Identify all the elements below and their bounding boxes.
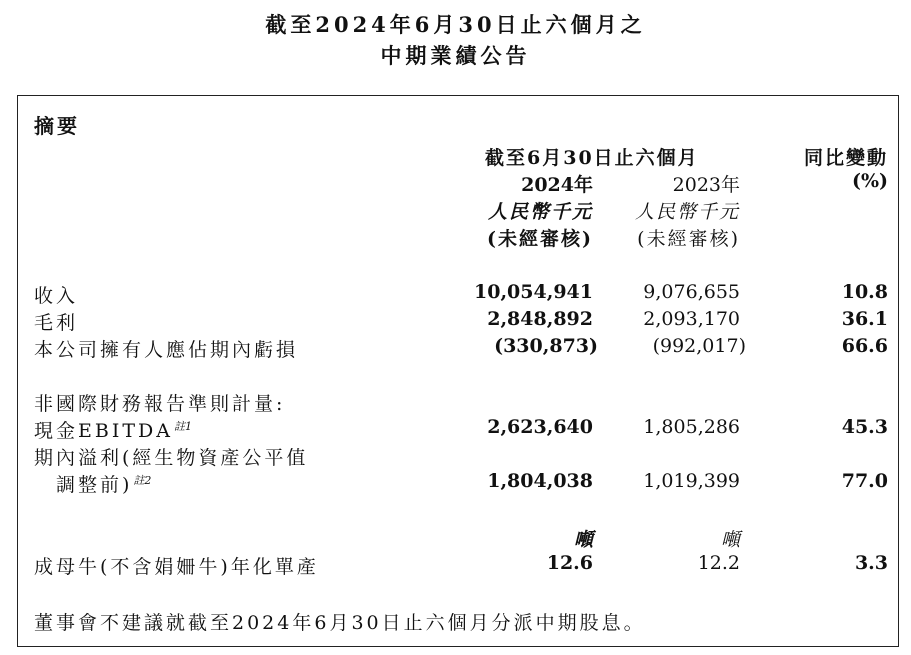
profit-label-line2: 調整前) [56, 474, 133, 496]
gross-profit-change: 36.1 [841, 308, 888, 330]
revenue-2023: 9,076,655 [643, 281, 740, 303]
loss-2024: (330,873) [494, 335, 598, 357]
ebitda-label: 現金EBITDA [34, 420, 173, 442]
yield-2023: 12.2 [697, 552, 740, 574]
yield-unit-2024: 噸 [573, 529, 593, 551]
summary-box [17, 95, 899, 647]
row-label-gross-profit: 毛利 [34, 312, 79, 334]
ebitda-note: 註1 [173, 419, 192, 433]
document-title-line2: 中期業績公告 [380, 43, 531, 68]
profit-note: 註2 [133, 473, 152, 487]
row-label-yield: 成母牛(不含娟姍牛)年化單產 [34, 556, 319, 578]
summary-heading: 摘要 [34, 114, 80, 138]
ebitda-2024: 2,623,640 [487, 416, 593, 438]
audit-2023-header: (未經審核) [637, 228, 740, 250]
gross-profit-2023: 2,093,170 [643, 308, 740, 330]
loss-change: 66.6 [841, 335, 888, 357]
non-ifrs-heading: 非國際財務報告準則計量: [34, 393, 286, 415]
ebitda-change: 45.3 [841, 416, 888, 438]
year-2023-header: 2023年 [672, 174, 740, 196]
year-2024-header: 2024年 [521, 174, 593, 196]
row-label-loss: 本公司擁有人應佔期內虧損 [34, 339, 299, 361]
revenue-2024: 10,054,941 [474, 281, 593, 303]
yield-unit-2023: 噸 [720, 529, 740, 551]
yield-change: 3.3 [854, 552, 888, 574]
currency-2023-header: 人民幣千元 [634, 201, 740, 223]
profit-label-line2-wrap [56, 470, 151, 497]
profit-change: 77.0 [841, 470, 888, 492]
ebitda-2023: 1,805,286 [643, 416, 740, 438]
document-title-line1: 截至2024年6月30日止六個月之 [265, 12, 646, 37]
period-header: 截至6月30日止六個月 [485, 147, 699, 169]
change-unit-header: (%) [851, 170, 888, 192]
profit-2023: 1,019,399 [643, 470, 740, 492]
profit-2024: 1,804,038 [487, 470, 593, 492]
gross-profit-2024: 2,848,892 [487, 308, 593, 330]
dividend-statement: 董事會不建議就截至2024年6月30日止六個月分派中期股息。 [34, 612, 646, 634]
change-header: 同比變動 [803, 147, 888, 169]
revenue-change: 10.8 [841, 281, 888, 303]
currency-2024-header: 人民幣千元 [487, 201, 593, 223]
row-label-ebitda [34, 416, 192, 443]
yield-2024: 12.6 [546, 552, 593, 574]
loss-2023: (992,017) [652, 335, 746, 357]
row-label-revenue: 收入 [34, 285, 79, 307]
audit-2024-header: (未經審核) [487, 228, 593, 250]
profit-label-line1: 期內溢利(經生物資產公平值 [34, 447, 309, 469]
